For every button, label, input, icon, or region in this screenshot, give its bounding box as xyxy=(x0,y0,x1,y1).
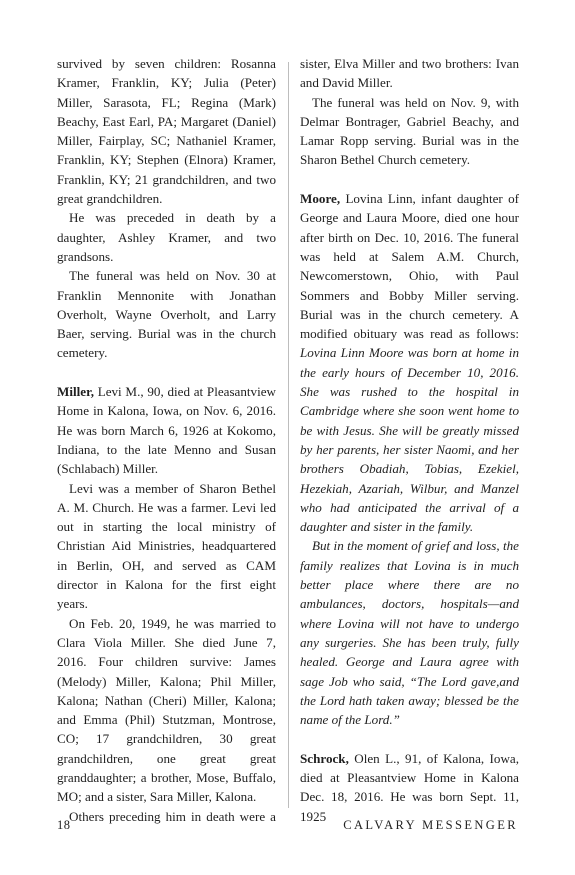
paragraph-miller-siblings: sister, Elva Miller and two brothers: Ivan and David Miller. xyxy=(300,56,519,91)
obituary-name-schrock: Schrock, xyxy=(300,750,349,766)
paragraph-miller-church: Levi was a member of Sharon Bethel A. M. Church. He was a farmer. Levi led out in starting the local ministry of Christian Aid Ministries, headquartered in Berlin, OH, and served as CAM director in Kalona for the first eight years. xyxy=(57,480,276,612)
paragraph-miller-preceded: Others preceding him in death were a xyxy=(69,808,276,824)
paragraph-miller-funeral: The funeral was held on Nov. 9, with Delmar Bontrager, Gabriel Beachy, and Lamar Ropp serving. Burial was in the Sharon Bethel Church cemetery. xyxy=(300,94,519,168)
obituary-name-moore: Moore, xyxy=(300,191,341,207)
obituary-miller-text: Levi M., 90, died at Pleasantview Home in Kalona, Iowa, on Nov. 6, 2016. He was born March 6, 1926 at Kokomo, Indiana, to the late Menno and Susan (Schlabach) Miller. xyxy=(57,384,276,477)
obituary-schrock-intro xyxy=(300,749,519,826)
paragraph-miller-family: On Feb. 20, 1949, he was married to Clara Viola Miller. She died June 7, 2016. Four children survive: James (Melody) Miller, Kalona; Phil Miller, Kalona; Nathan (Cheri) Miller, Kalona; and Emma (Phil) Stutzman, Montrose, CO; 17 grandchildren, 30 great grandchildren, one great great granddaughter; a brother, Mose, Buffalo, MO; and a sister, Sara Miller, Kalona. xyxy=(57,615,276,805)
left-column xyxy=(57,54,276,826)
right-column xyxy=(300,54,519,826)
column-divider xyxy=(288,62,289,808)
obituary-miller-intro xyxy=(57,382,276,478)
paragraph-kramer-survivors: survived by seven children: Rosanna Kramer, Franklin, KY; Julia (Peter) Miller, Sarasota, FL; Regina (Mark) Beachy, East Earl, PA; Margaret (Daniel) Miller, Fairplay, SC; Nathaniel Kramer, Franklin, KY; Stephen (Elnora) Kramer, Franklin, KY; 21 grandchildren, and two great grandchildren. xyxy=(57,56,276,207)
paragraph-moore-grief: But in the moment of grief and loss, the family realizes that Lovina is in much better place where there are no ambulances, doctors, hospitals—and where Lovina will not have to undergo any surgeries. She has been truly, fully healed. George and Laura agree with sage Job who said, “The Lord gave,and the Lord hath taken away; blessed be the name of the Lord.” xyxy=(300,538,519,728)
obituary-moore-text: Lovina Linn, infant daughter of George and Laura Moore, died one hour after birth on Dec. 10, 2016. The funeral was held at Salem A.M. Church, Newcomerstown, Ohio, with Paul Sommers and Bobby Miller serving. Burial was in the church cemetery. A modified obituary was read as follows: xyxy=(300,191,519,342)
page-number: 18 xyxy=(57,818,71,832)
obituary-schrock-text: Olen L., 91, of Kalona, Iowa, died at Pleasantview Home in Kalona Dec. 18, 2016. He was born Sept. 11, 1925 xyxy=(300,750,519,824)
paragraph-kramer-funeral: The funeral was held on Nov. 30 at Franklin Mennonite with Jonathan Overholt, Wayne Overholt, and Larry Baer, serving. Burial was in the church cemetery. xyxy=(57,268,276,361)
obituary-name-miller: Miller, xyxy=(57,384,94,400)
obituary-moore-italic-text: Lovina Linn Moore was born at home in the early hours of December 10, 2016. She was rushed to the hospital in Cambridge where she soon went home to be with Jesus. She will be greatly missed by her parents, her sister Naomi, and her brothers Obadiah, Tobias, Ezekiel, Hezekiah, Azariah, Wilbur, and Manzel who had anticipated the arrival of a daughter and sister in the family. xyxy=(300,345,519,535)
publication-title: CALVARY MESSENGER xyxy=(343,818,518,832)
obituary-moore-intro xyxy=(300,189,519,536)
paragraph-kramer-preceded: He was preceded in death by a daughter, Ashley Kramer, and two grandsons. xyxy=(57,210,276,264)
